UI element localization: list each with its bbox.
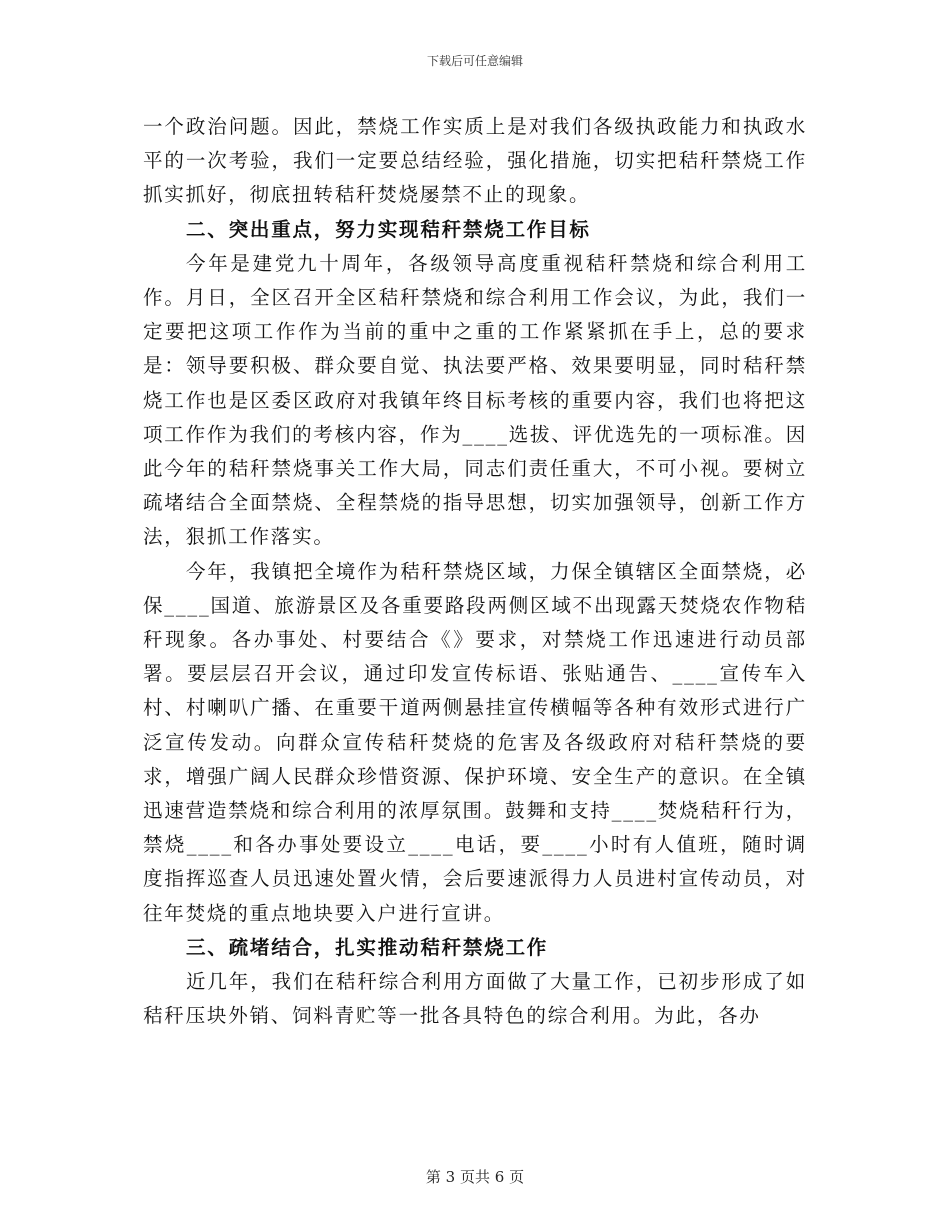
paragraph-intro-continued: 一个政治问题。因此，禁烧工作实质上是对我们各级执政能力和执政水平的一次考验，我们一定要总结经验，强化措施，切实把秸秆禁烧工作抓实抓好，彻底扭转秸秆焚烧屡禁不止的现象。: [143, 115, 807, 207]
section-heading-two: 二、突出重点，努力实现秸秆禁烧工作目标: [186, 217, 591, 241]
page-number-footer: 第 3 页共 6 页: [425, 1168, 525, 1186]
paragraph-section-two-measures: 今年，我镇把全境作为秸秆禁烧区域，力保全镇辖区全面禁烧，必保____国道、旅游景区及各重要路段两侧区域不出现露天焚烧农作物秸秆现象。各办事处、村要结合《》要求，对禁烧工作迅速进行动员部署。要层层召开会议，通过印发宣传标语、张贴通告、____宣传车入村、村喇叭广播、在重要干道两侧悬挂宣传横幅等各种有效形式进行广泛宣传发动。向群众宣传秸秆焚烧的危害及各级政府对秸秆禁烧的要求，增强广阔人民群众珍惜资源、保护环境、安全生产的意识。在全镇迅速营造禁烧和综合利用的浓厚氛围。鼓舞和支持____焚烧秸秆行为，禁烧____和各办事处要设立____电话，要____小时有人值班，随时调度指挥巡查人员迅速处置火情，会后要速派得力人员进村宣传动员，对往年焚烧的重点地块要入户进行宣讲。: [143, 559, 807, 925]
paragraph-section-three-start: 近几年，我们在秸秆综合利用方面做了大量工作，已初步形成了如秸秆压块外销、饲料青贮等一批各具特色的综合利用。为此，各办: [143, 970, 807, 1028]
section-heading-three: 三、疏堵结合，扎实推动秸秆禁烧工作: [186, 935, 549, 959]
document-body: [143, 110, 807, 1033]
paragraph-section-two-goals: 今年是建党九十周年，各级领导高度重视秸秆禁烧和综合利用工作。月日，全区召开全区秸秆禁烧和综合利用工作会议，为此，我们一定要把这项工作作为当前的重中之重的工作紧紧抓在手上，总的要求是：领导要积极、群众要自觉、执法要严格、效果要明显，同时秸秆禁烧工作也是区委区政府对我镇年终目标考核的重要内容，我们也将把这项工作作为我们的考核内容，作为____选拔、评优选先的一项标准。因此今年的秸秆禁烧事关工作大局，同志们责任重大，不可小视。要树立疏堵结合全面禁烧、全程禁烧的指导思想，切实加强领导，创新工作方法，狠抓工作落实。: [143, 251, 807, 549]
page-header: 下载后可任意编辑: [426, 54, 523, 68]
